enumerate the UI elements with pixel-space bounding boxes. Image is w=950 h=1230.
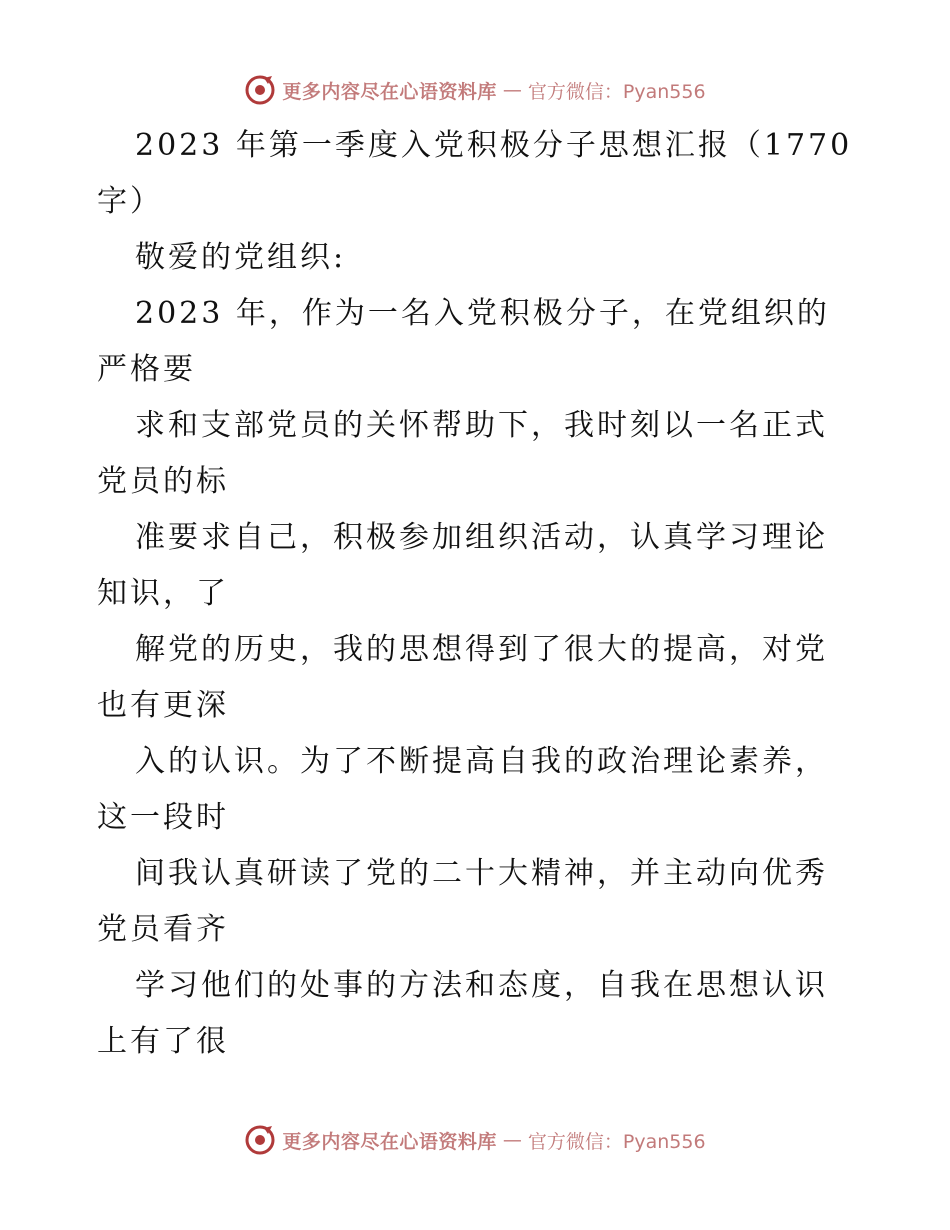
text-line: 上有了很 <box>97 1024 229 1059</box>
text-line: 知识，了 <box>97 576 229 611</box>
text-line: 这一段时 <box>97 800 229 835</box>
document-body <box>97 118 857 1070</box>
footer-banner <box>0 1120 950 1160</box>
text-line: 求和支部党员的关怀帮助下，我时刻以一名正式 <box>135 408 828 443</box>
text-line: 2023 年第一季度入党积极分子思想汇报（1770 <box>135 128 853 163</box>
text-line: 准要求自己，积极参加组织活动，认真学习理论 <box>135 520 828 555</box>
text-line: 学习他们的处事的方法和态度，自我在思想认识 <box>135 968 828 1003</box>
text-line: 2023 年，作为一名入党积极分子，在党组织的 <box>135 296 830 331</box>
text-line: 字） <box>97 184 163 219</box>
banner-title: 更多内容尽在心语资料库 <box>282 1130 497 1153</box>
text-line: 间我认真研读了党的二十大精神，并主动向优秀 <box>135 856 828 891</box>
text-line: 解党的历史，我的思想得到了很大的提高，对党 <box>135 632 828 667</box>
logo-icon <box>244 1124 276 1156</box>
banner-separator: — <box>502 1129 522 1151</box>
text-line: 入的认识。为了不断提高自我的政治理论素养， <box>135 744 828 779</box>
logo-icon <box>244 74 276 106</box>
text-line: 党员看齐 <box>97 912 229 947</box>
banner-wechat: 官方微信：Pyan556 <box>527 80 706 103</box>
text-line: 党员的标 <box>97 464 229 499</box>
header-banner <box>0 70 950 110</box>
banner-separator: — <box>502 79 522 101</box>
banner-wechat: 官方微信：Pyan556 <box>527 1130 706 1153</box>
text-line: 严格要 <box>97 352 196 387</box>
banner-title: 更多内容尽在心语资料库 <box>282 80 497 103</box>
text-line: 敬爱的党组织: <box>135 240 347 275</box>
text-line: 也有更深 <box>97 688 229 723</box>
